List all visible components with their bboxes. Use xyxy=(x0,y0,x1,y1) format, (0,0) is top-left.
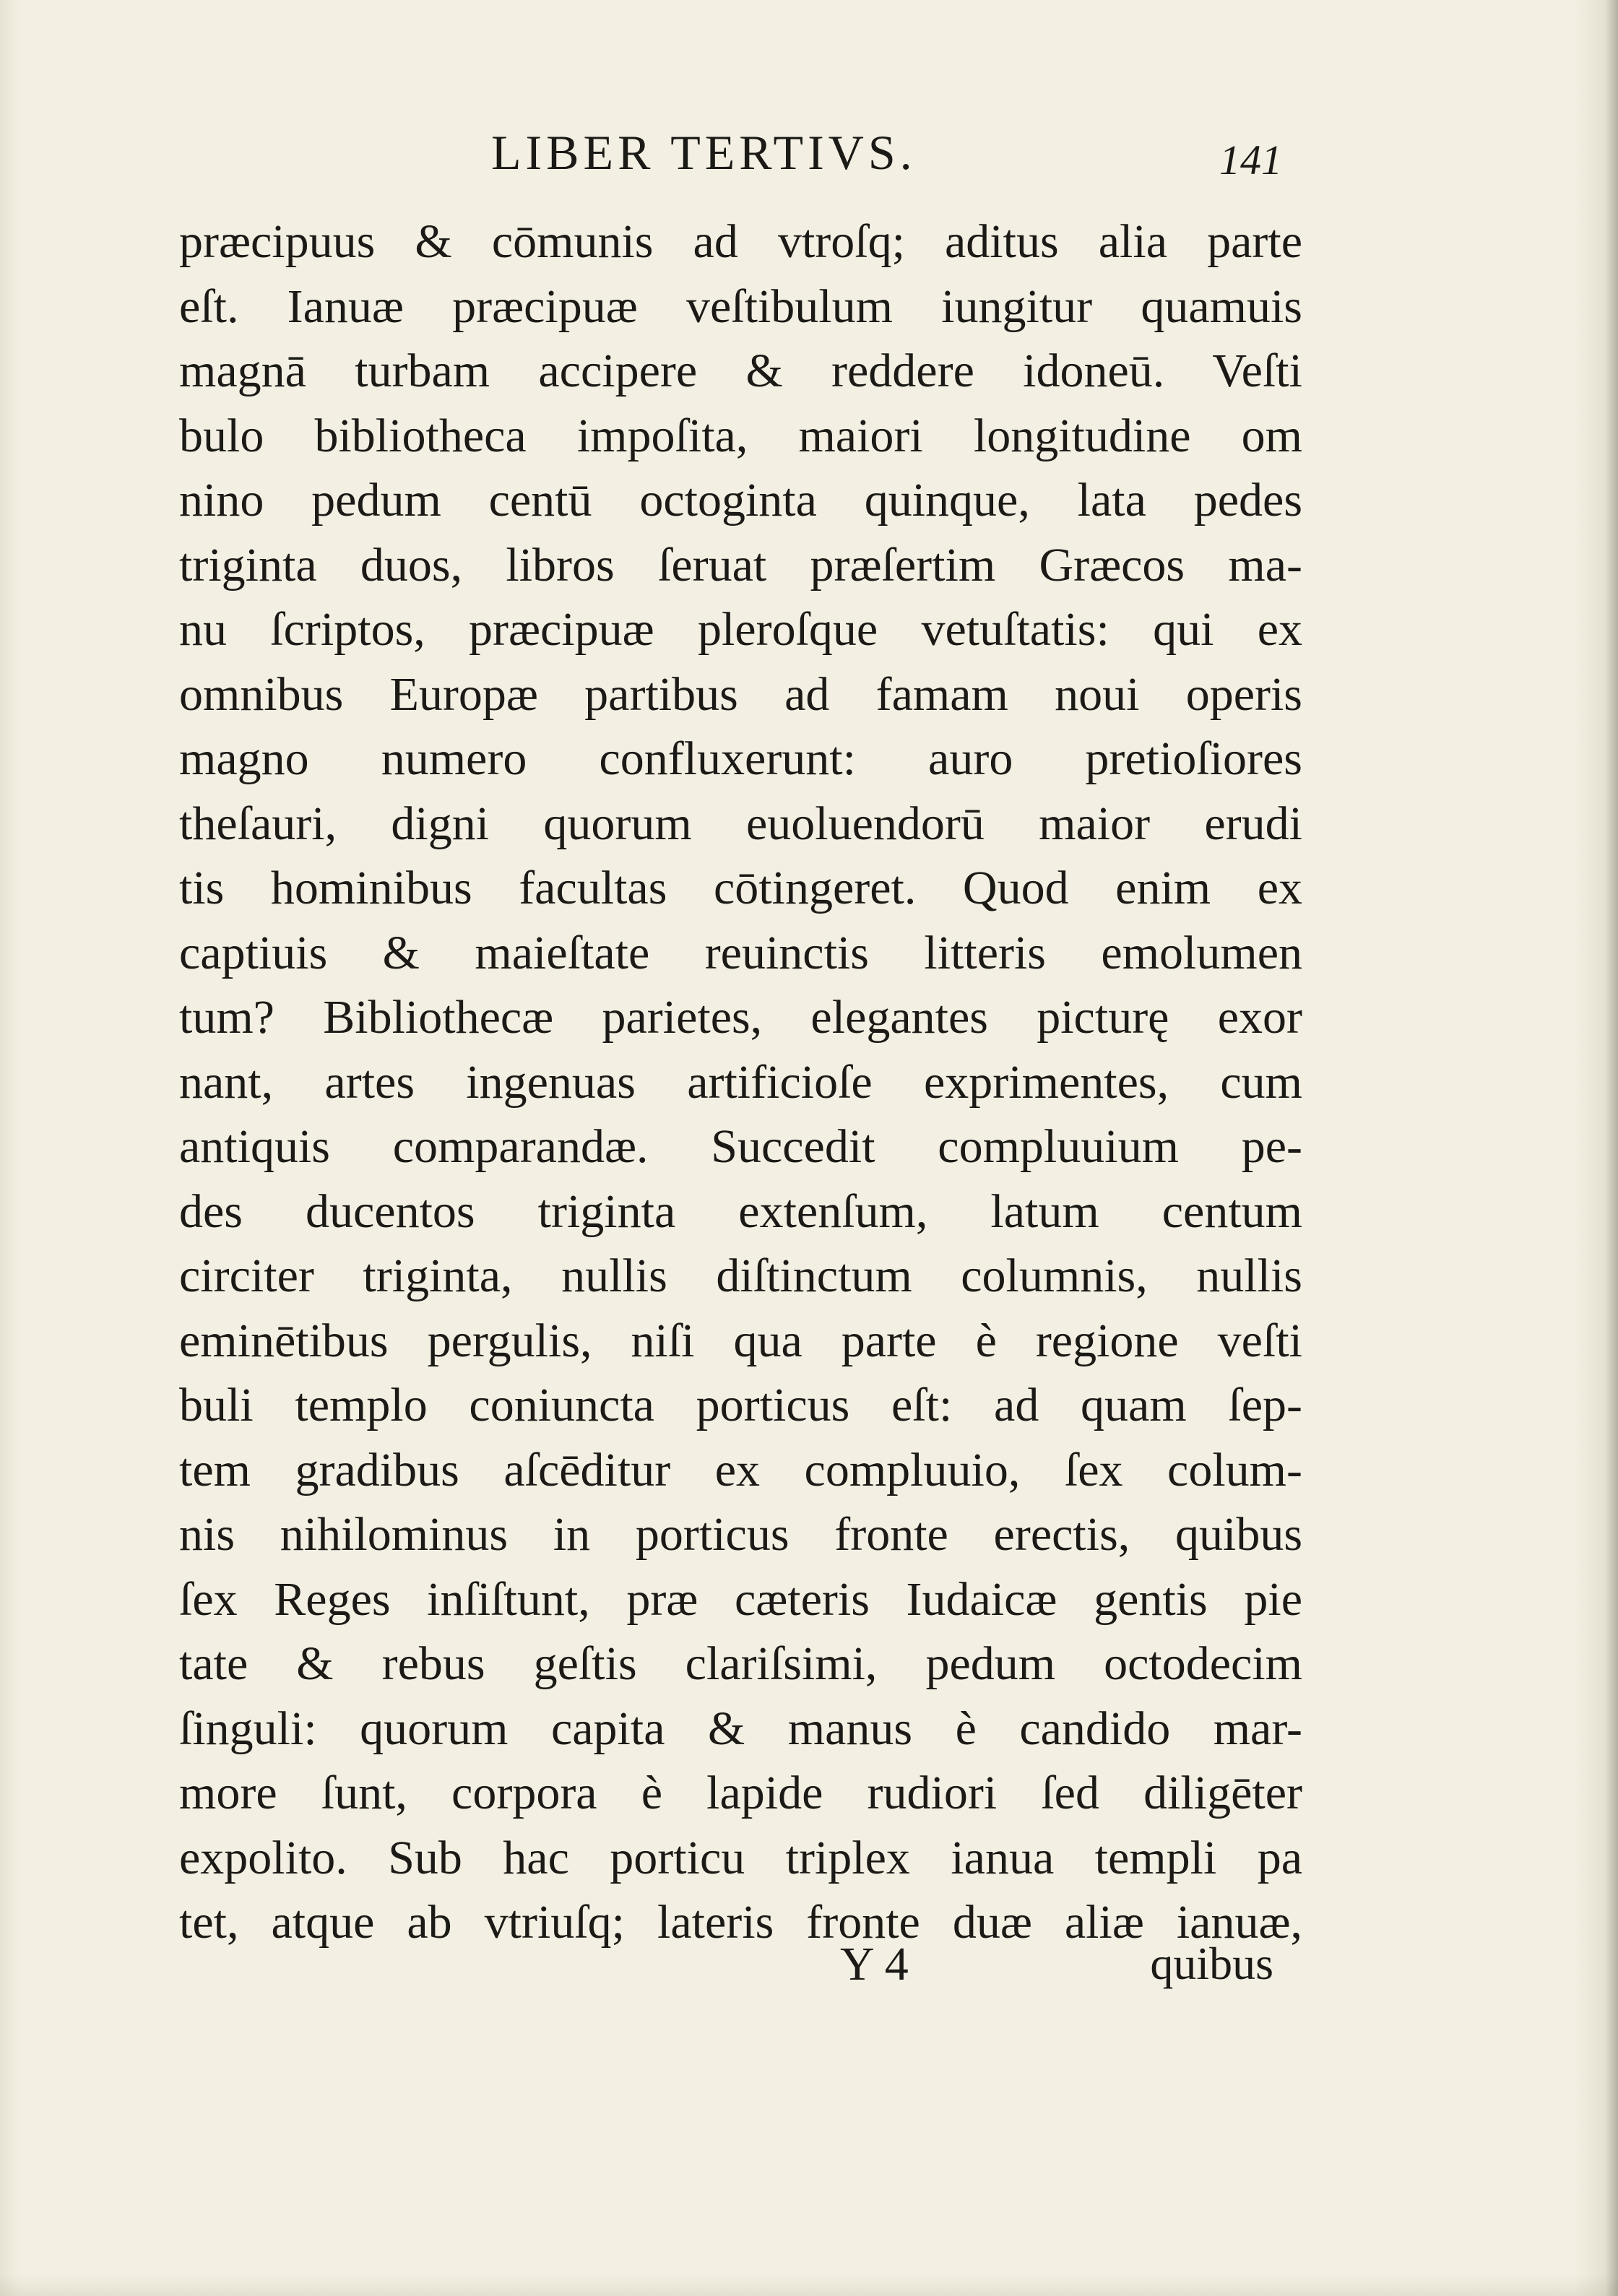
running-head: LIBER TERTIVS. xyxy=(491,125,917,180)
page-number: 141 xyxy=(1219,137,1282,183)
signature-mark: Y 4 xyxy=(840,1938,909,1990)
text-line: ſex Reges inſiſtunt, præ cæteris Iudaicæ gentis pie xyxy=(179,1572,1302,1626)
text-line: tet, atque ab vtriuſq; lateris fronte duæ aliæ ianuæ, xyxy=(179,1896,1302,1949)
text-line: triginta duos, libros ſeruat præſertim Græcos ma- xyxy=(179,538,1302,592)
body-text xyxy=(179,209,1302,1955)
text-line: nu ſcriptos, præcipuæ pleroſque vetuſtatis: qui ex xyxy=(179,603,1302,656)
catchword: quibus xyxy=(1150,1938,1273,1989)
text-line: des ducentos triginta extenſum, latum centum xyxy=(179,1184,1302,1238)
text-line: expolito. Sub hac porticu triplex ianua templi pa xyxy=(179,1831,1302,1884)
text-line: magno numero confluxerunt: auro pretioſiores xyxy=(179,732,1302,785)
text-line: captiuis & maieſtate reuinctis litteris emolumen xyxy=(179,926,1302,979)
text-line: tis hominibus facultas cōtingeret. Quod enim ex xyxy=(179,862,1302,914)
text-line: tate & rebus geſtis clariſsimi, pedum octodecim xyxy=(179,1637,1302,1690)
text-line: theſauri, digni quorum euoluendorū maior erudi xyxy=(179,797,1302,850)
page-edge-shadow-left xyxy=(0,0,22,2296)
text-line: eſt. Ianuæ præcipuæ veſtibulum iungitur quamuis xyxy=(179,280,1302,333)
text-line: antiquis comparandæ. Succedit compluuium pe- xyxy=(179,1120,1302,1173)
text-line: eminētibus pergulis, niſi qua parte è regione veſti xyxy=(179,1314,1302,1367)
text-line: bulo bibliotheca impoſita, maiori longitudine om xyxy=(179,409,1302,462)
text-line: omnibus Europæ partibus ad famam noui operis xyxy=(179,667,1302,721)
text-line: nant, artes ingenuas artificioſe exprimentes, cum xyxy=(179,1055,1302,1109)
text-line: tem gradibus aſcēditur ex compluuio, ſex colum- xyxy=(179,1443,1302,1496)
text-line: buli templo coniuncta porticus eſt: ad quam ſep- xyxy=(179,1379,1302,1431)
page-header xyxy=(184,124,1297,196)
text-line: præcipuus & cōmunis ad vtroſq; aditus alia parte xyxy=(179,215,1302,268)
text-line: tum? Bibliothecæ parietes, elegantes picturę exor xyxy=(179,991,1302,1044)
text-line: nis nihilominus in porticus fronte erectis, quibus xyxy=(179,1508,1302,1561)
text-line: circiter triginta, nullis diſtinctum columnis, nullis xyxy=(179,1249,1302,1302)
text-line: ſinguli: quorum capita & manus è candido mar- xyxy=(179,1702,1302,1755)
text-line: nino pedum centū octoginta quinque, lata pedes xyxy=(179,474,1302,527)
page-edge-shadow-bottom xyxy=(0,2274,1618,2296)
text-line: magnā turbam accipere & reddere idoneū. Veſti xyxy=(179,345,1302,397)
text-line: more ſunt, corpora è lapide rudiori ſed diligēter xyxy=(179,1767,1302,1819)
page-footer xyxy=(179,1937,1302,2002)
page-edge-shadow-right xyxy=(1575,0,1618,2296)
